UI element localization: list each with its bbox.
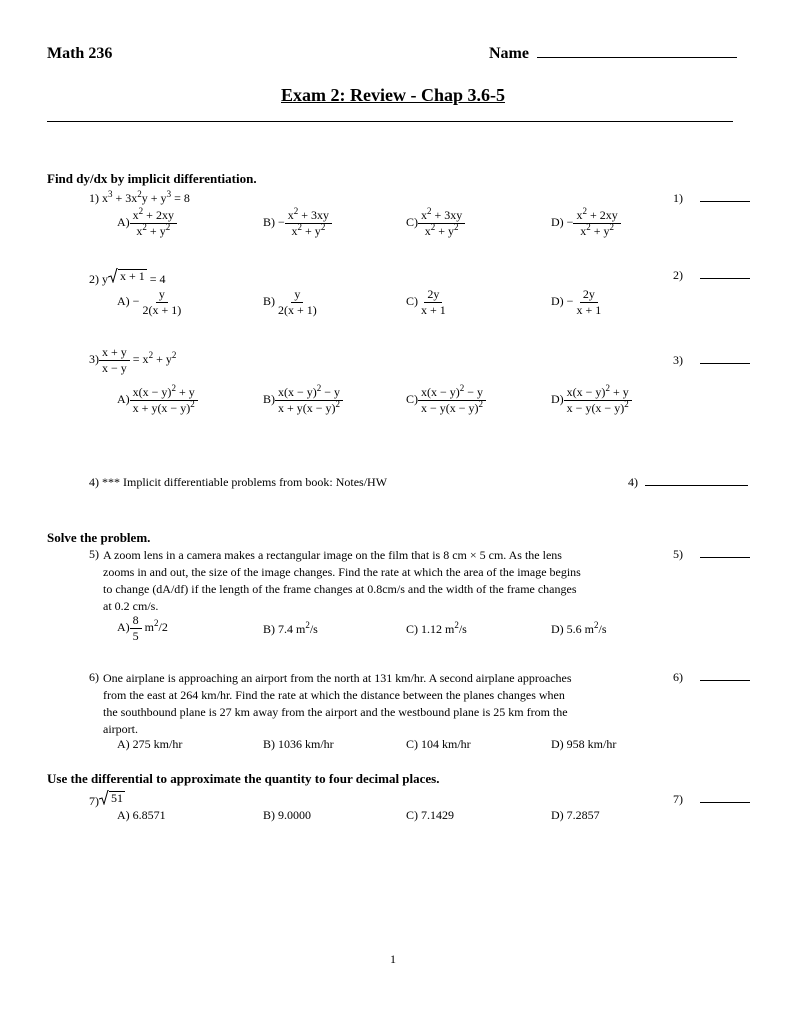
q2-option-a[interactable]: A) − $\frac{y}{2(x + 1)}$ <box>117 287 182 317</box>
q4-stem: 4) *** Implicit differentiable problems from book: Notes/HW <box>89 475 388 489</box>
name-blank[interactable] <box>537 57 737 58</box>
title-divider <box>47 121 733 122</box>
q5-text: A zoom lens in a camera makes a rectangular image on the film that is 8 cm × 5 cm. As the lens zooms in and out, the size of the image changes. Find the rate at which the area of the image begins to change (dA/df) if the length of the frame changes at 0.8cm/s and the width of the frame changes at 0.2 cm/s. <box>103 548 581 613</box>
q6-answer-slot[interactable] <box>673 670 750 685</box>
q3-answer-blank[interactable] <box>700 363 750 364</box>
q7-answer-blank[interactable] <box>700 802 750 803</box>
q6-option-b[interactable]: B) 1036 km/hr <box>263 737 334 751</box>
q1-stem: 1) $x^3 + 3x^2y + y^3 = 8$ <box>89 189 190 205</box>
page-title: Exam 2: Review - Chap 3.6-5 <box>281 85 505 105</box>
q1-option-d[interactable]: D) − $\frac{x^2 + 2xy}{x^2 + y^2}$ <box>551 209 621 237</box>
q1-option-b[interactable]: B) − $\frac{x^2 + 3xy}{x^2 + y^2}$ <box>263 209 332 237</box>
q7-answer-slot[interactable] <box>673 792 750 807</box>
q2-option-d[interactable]: D) − $\frac{2y}{x + 1}$ <box>551 287 602 317</box>
q2-answer-label: 2) <box>673 268 683 282</box>
q4-answer-label: 4) <box>628 475 638 489</box>
q1-answer-label: 1) <box>673 191 683 205</box>
q3-stem: 3) $\frac{x + y}{x - y}$ = $x^2 + y^2$ <box>89 345 177 375</box>
section-heading-implicit: Find dy/dx by implicit differentiation. <box>47 171 257 186</box>
q7-stem: 7) 51 <box>89 790 123 808</box>
q2-answer-blank[interactable] <box>700 278 750 279</box>
q5-option-d[interactable]: D) 5.6 $m^2/s$ <box>551 620 607 636</box>
q1-option-a[interactable]: A) $\frac{x^2 + 2xy}{x^2 + y^2}$ <box>117 209 177 237</box>
q5-answer-label: 5) <box>673 547 683 561</box>
q2-answer-slot[interactable] <box>673 268 750 283</box>
q7-option-c[interactable]: C) 7.1429 <box>406 808 454 822</box>
q3-answer-slot[interactable] <box>673 353 750 368</box>
q5-answer-blank[interactable] <box>700 557 750 558</box>
q3-option-a[interactable]: A) $\frac{x(x - y)^2 + y}{x + y(x - y)^2}$ <box>117 386 198 414</box>
q5-option-a[interactable]: A) $\frac{8}{5}$ $m^2/2$ <box>117 613 168 643</box>
q6-option-a[interactable]: A) 275 km/hr <box>117 737 183 751</box>
q6-option-d[interactable]: D) 958 km/hr <box>551 737 617 751</box>
q6-answer-blank[interactable] <box>700 680 750 681</box>
q4-answer-slot[interactable] <box>628 475 748 490</box>
q6-option-c[interactable]: C) 104 km/hr <box>406 737 471 751</box>
q1-option-c[interactable]: C) $\frac{x^2 + 3xy}{x^2 + y^2}$ <box>406 209 465 237</box>
q5-option-b[interactable]: B) 7.4 $m^2/s$ <box>263 620 318 636</box>
q4-answer-blank[interactable] <box>645 485 748 486</box>
q5-option-c[interactable]: C) 1.12 $m^2/s$ <box>406 620 467 636</box>
q3-option-c[interactable]: C) $\frac{x(x - y)^2 - y}{x - y(x - y)^2}$ <box>406 386 486 414</box>
q3-option-d[interactable]: D) $\frac{x(x - y)^2 + y}{x - y(x - y)^2}$ <box>551 386 632 414</box>
q5-number: 5) <box>89 547 99 561</box>
q7-option-d[interactable]: D) 7.2857 <box>551 808 600 822</box>
section-heading-differential: Use the differential to approximate the quantity to four decimal places. <box>47 771 440 786</box>
q2-option-b[interactable]: B) $\frac{y}{2(x + 1)}$ <box>263 287 317 317</box>
q2-stem: 2) y x + 1 = 4 <box>89 268 166 286</box>
q6-number: 6) <box>89 670 99 684</box>
q1-answer-blank[interactable] <box>700 201 750 202</box>
q6-text: One airplane is approaching an airport from the north at 131 km/hr. A second airplane approaches from the east at 264 km/hr. Find the rate at which the distance between the planes changes when the southbound plane is 27 km away from the airport and the westbound plane is 25 km from the airport. <box>103 671 572 736</box>
q7-option-b[interactable]: B) 9.0000 <box>263 808 311 822</box>
q6-answer-label: 6) <box>673 670 683 684</box>
name-field[interactable] <box>489 45 737 63</box>
q3-option-b[interactable]: B) $\frac{x(x - y)^2 - y}{x + y(x - y)^2}$ <box>263 386 343 414</box>
q7-answer-label: 7) <box>673 792 683 806</box>
q1-answer-slot[interactable] <box>673 191 750 206</box>
q5-answer-slot[interactable] <box>673 547 750 562</box>
page-number: 1 <box>390 952 396 966</box>
q3-answer-label: 3) <box>673 353 683 367</box>
name-label: Name <box>489 45 529 62</box>
course-label: Math 236 <box>47 45 113 62</box>
section-heading-solve: Solve the problem. <box>47 530 151 545</box>
q7-option-a[interactable]: A) 6.8571 <box>117 808 166 822</box>
q2-option-c[interactable]: C) $\frac{2y}{x + 1}$ <box>406 287 446 317</box>
